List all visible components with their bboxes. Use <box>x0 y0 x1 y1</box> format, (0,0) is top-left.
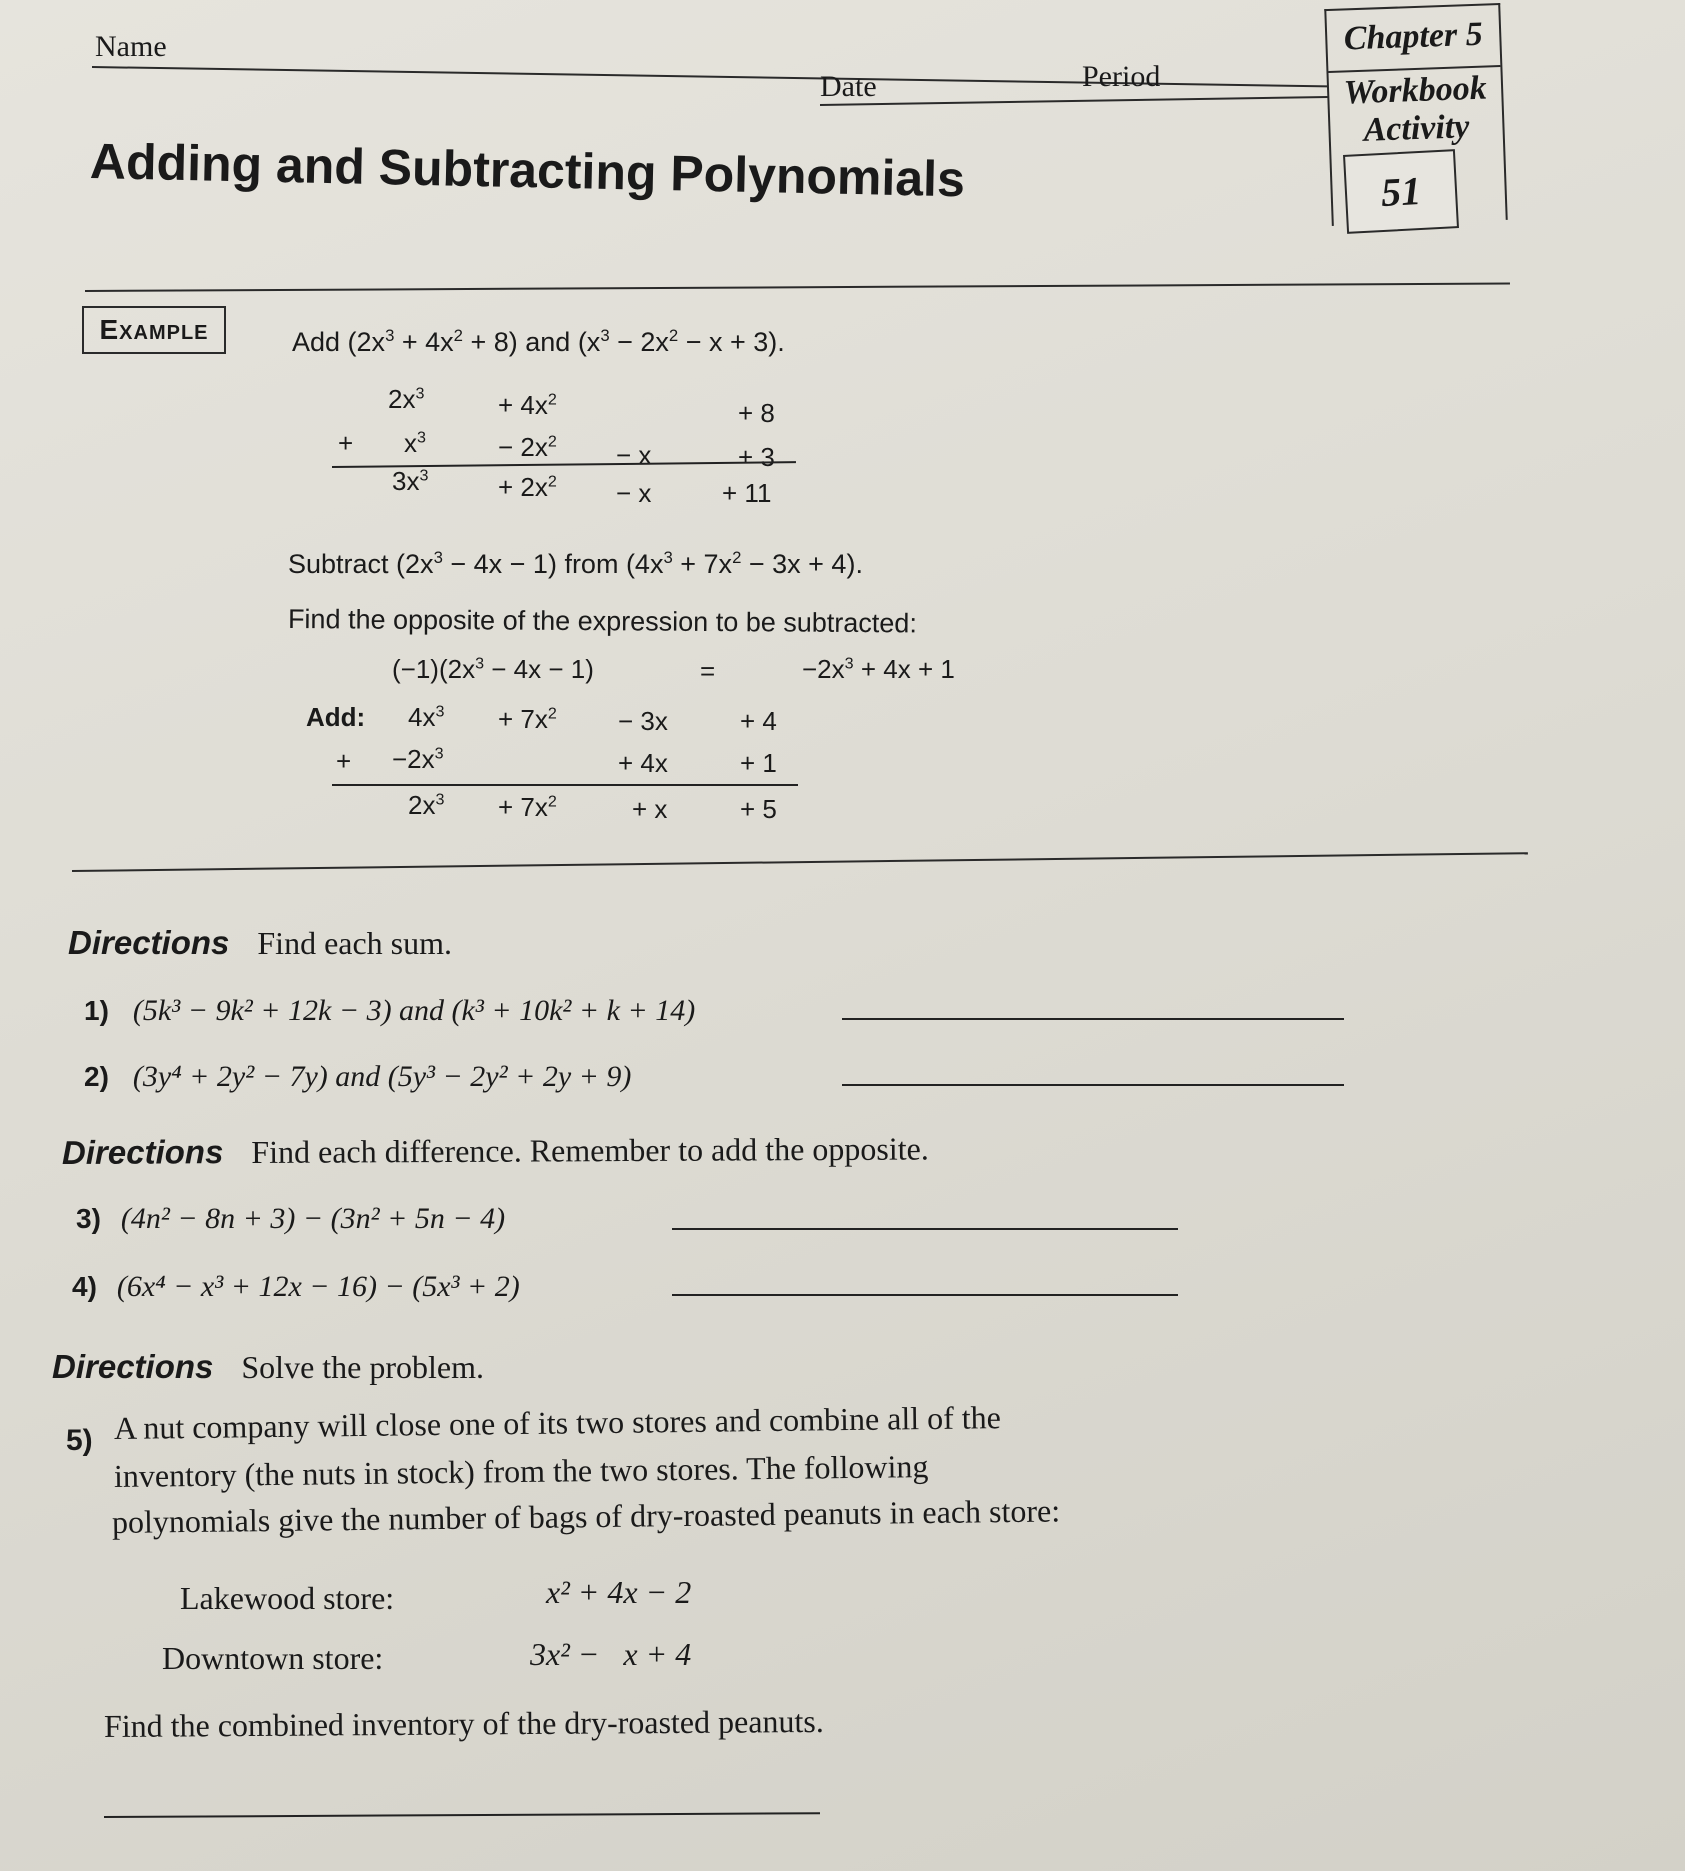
chapter-label: Chapter 5 <box>1343 15 1484 58</box>
add-row-2-op: + <box>338 428 354 458</box>
add-row-2-c3: − x <box>616 440 652 470</box>
directions-text: Find each difference. Remember to add the opposite. <box>251 1130 929 1171</box>
sub-row-1-c4: + 4 <box>740 706 777 736</box>
problem-expression: (6x⁴ − x³ + 12x − 16) − (5x³ + 2) <box>116 1270 520 1303</box>
add-row-1-c4: + 8 <box>738 398 775 428</box>
answer-line-5[interactable] <box>104 1812 820 1818</box>
directions-difference <box>62 1129 929 1172</box>
problem-5-line-2: inventory (the nuts in stock) from the two stores. The following <box>113 1448 929 1494</box>
directions-label: Directions <box>61 1133 224 1171</box>
add-row-2-c2: − $2x^2$ <box>498 432 557 462</box>
sub-row-1-c1: $4x^3$ <box>408 702 445 732</box>
problem-expression: (3y⁴ + 2y² − 7y) and (5y³ − 2y² + 2y + 9) <box>132 1060 632 1093</box>
prompt-part: + 8) and (x <box>462 327 601 357</box>
prompt-part: − 4x − 1) from (4x <box>442 549 664 579</box>
opposite-right: $-2x^3 + 4x + 1$ <box>802 654 955 684</box>
prompt-part: Add (2x <box>292 327 386 357</box>
problem-5-number: 5) <box>66 1424 93 1457</box>
opposite-equals: = <box>700 656 716 686</box>
directions-text: Solve the problem. <box>241 1349 484 1385</box>
answer-line-4[interactable] <box>672 1294 1178 1296</box>
sub-row-1-c3: − 3x <box>618 706 668 736</box>
sub-row-2-c1: $-2x^3$ <box>392 744 444 774</box>
problem-number: 3) <box>76 1203 101 1234</box>
answer-line-1[interactable] <box>842 1018 1344 1020</box>
directions-sum <box>68 924 452 962</box>
activity-label: Activity <box>1363 108 1470 149</box>
prompt-exp: 2 <box>732 548 742 567</box>
problem-3 <box>76 1202 505 1236</box>
problem-expression: (5k³ − 9k² + 12k − 3) and (k³ + 10k² + k + 14) <box>132 994 696 1027</box>
opposite-instruction: Find the opposite of the expression to be subtracted: <box>287 604 917 639</box>
title-divider <box>85 283 1510 292</box>
directions-solve <box>52 1348 484 1386</box>
problem-number: 4) <box>72 1271 97 1302</box>
problem-2 <box>84 1060 631 1094</box>
directions-label: Directions <box>52 1348 214 1385</box>
prompt-part: − 2x <box>609 327 669 357</box>
directions-text: Find each sum. <box>257 925 453 961</box>
add-row-1-c2: + $4x^2$ <box>498 390 557 420</box>
problem-5-question: Find the combined inventory of the dry-roasted peanuts. <box>103 1702 824 1744</box>
prompt-exp: 3 <box>663 548 673 567</box>
add-row-2-c4: + 3 <box>738 442 775 472</box>
problem-4 <box>72 1270 520 1304</box>
sub-row-2-c4: + 1 <box>740 748 777 778</box>
prompt-part: Subtract (2x <box>288 549 434 579</box>
prompt-exp: 2 <box>453 326 463 345</box>
sub-row-3-c2: + $7x^2$ <box>498 792 557 822</box>
problem-1 <box>84 994 695 1028</box>
add-row-3-c1: $3x^3$ <box>392 466 429 496</box>
sub-row-3-c1: $2x^3$ <box>408 790 445 820</box>
add-row-3-c4: + 11 <box>722 478 772 508</box>
problem-number: 2) <box>84 1061 109 1092</box>
problem-5-line-1: A nut company will close one of its two stores and combine all of the <box>113 1399 1002 1446</box>
sub-row-3-c3: + x <box>632 794 668 824</box>
add-row-3-c2: + $2x^2$ <box>498 472 557 502</box>
page-title: Adding and Subtracting Polynomials <box>89 133 966 208</box>
period-label: Period <box>1082 60 1161 93</box>
prompt-part: − x + 3). <box>678 327 785 357</box>
example-subtract-prompt <box>288 548 863 580</box>
workbook-label: Workbook <box>1343 69 1488 112</box>
sub-row-2-c3: + 4x <box>618 748 668 778</box>
lakewood-label: Lakewood store: <box>180 1580 395 1616</box>
add-row-2-c1: $x^3$ <box>404 428 426 458</box>
answer-line-3[interactable] <box>672 1228 1178 1230</box>
problem-5-line-3: polynomials give the number of bags of dry-roasted peanuts in each store: <box>111 1492 1061 1540</box>
prompt-part: + 4x <box>394 327 454 357</box>
prompt-exp: 3 <box>385 326 395 345</box>
prompt-exp: 2 <box>668 326 679 345</box>
add-row-3-c3: − x <box>616 478 652 508</box>
sub-row-2-op: + <box>336 746 352 776</box>
example-tag: Example <box>82 306 226 354</box>
lakewood-expression: x² + 4x − 2 <box>546 1574 692 1610</box>
sub-row-3-c4: + 5 <box>740 794 777 824</box>
downtown-label: Downtown store: <box>162 1640 384 1676</box>
sub-row-1-c2: + $7x^2$ <box>498 704 557 734</box>
prompt-part: + 7x <box>672 549 733 579</box>
opposite-left: $(-1)(2x^3 - 4x - 1)$ <box>392 654 594 684</box>
date-period-line[interactable] <box>820 96 1328 106</box>
downtown-expression: 3x² − x + 4 <box>530 1636 692 1672</box>
problem-expression: (4n² − 8n + 3) − (3n² + 5n − 4) <box>120 1202 506 1235</box>
prompt-part: − 3x + 4). <box>741 549 863 579</box>
sub-add-label: Add: <box>306 702 366 732</box>
activity-number: 51 <box>1343 149 1459 234</box>
name-label: Name <box>95 30 167 63</box>
example-divider <box>72 852 1528 872</box>
add-row-1-c1: $2x^3$ <box>388 384 425 414</box>
date-label: Date <box>820 70 877 103</box>
sub-sum-line <box>332 784 798 786</box>
directions-label: Directions <box>68 924 230 961</box>
answer-line-2[interactable] <box>842 1084 1344 1086</box>
problem-number: 1) <box>84 995 109 1026</box>
example-add-prompt <box>292 326 785 358</box>
prompt-exp: 3 <box>433 548 443 567</box>
prompt-exp: 3 <box>600 326 610 345</box>
